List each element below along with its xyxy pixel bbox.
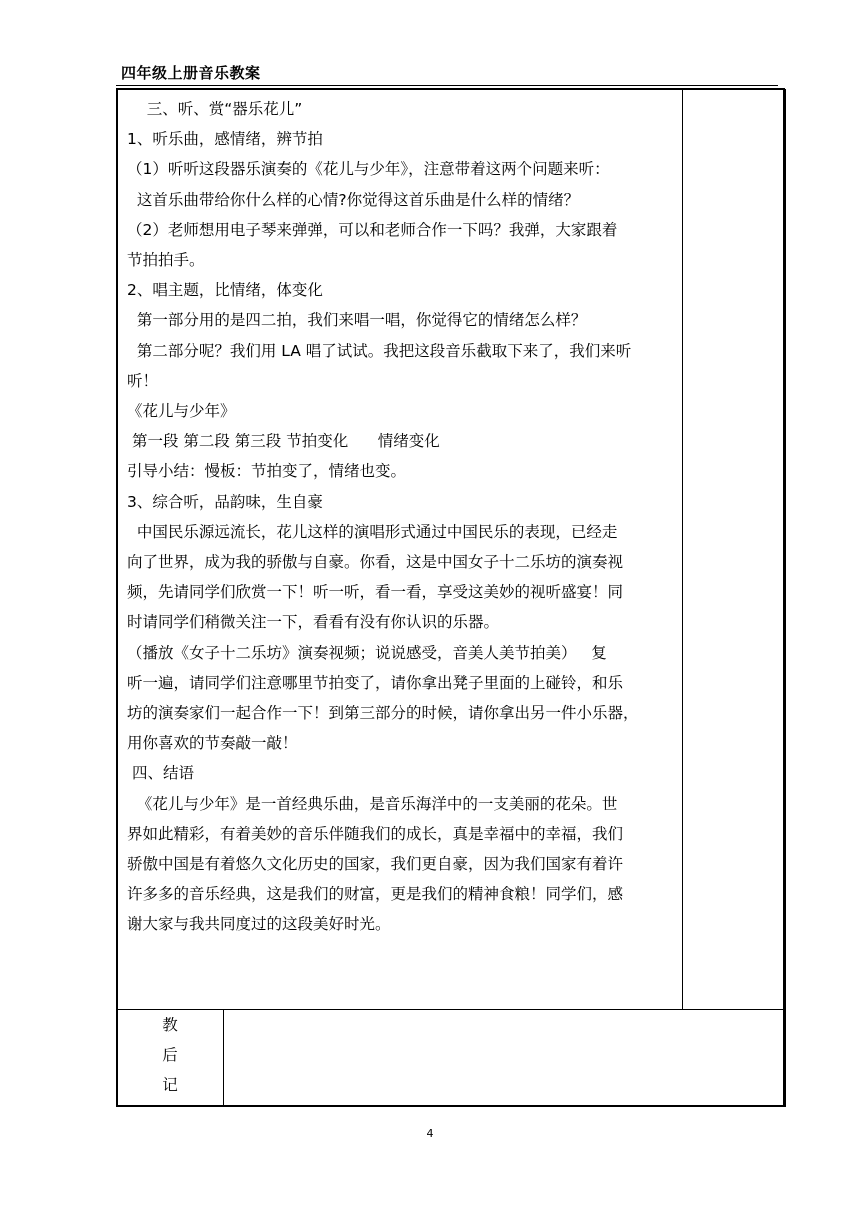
postscript-body-cell xyxy=(224,1010,786,1107)
postscript-label-cell xyxy=(117,1010,224,1107)
notes-column-cell xyxy=(683,90,786,1010)
content-line: 用你喜欢的节奏敲一敲！ xyxy=(127,734,298,753)
content-line: 谢大家与我共同度过的这段美好时光。 xyxy=(127,915,391,934)
content-line: 向了世界，成为我的骄傲与自豪。你看，这是中国女子十二乐坊的演奏视 xyxy=(127,553,624,572)
content-line: 节拍拍手。 xyxy=(127,251,205,270)
lesson-content xyxy=(117,90,682,940)
content-line: 这首乐曲带给你什么样的心情?你觉得这首乐曲是什么样的情绪？ xyxy=(127,190,580,209)
content-line: 频，先请同学们欣赏一下！听一听，看一看，享受这美妙的视听盛宴！同 xyxy=(127,583,624,602)
page-number: 4 xyxy=(426,1127,434,1140)
content-line: 三、听、赏“器乐花儿” xyxy=(127,100,303,118)
content-line: 2、唱主题，比情绪，体变化 xyxy=(127,281,323,300)
document-header-title: 四年级上册音乐教案 xyxy=(121,64,261,82)
content-line: 听！ xyxy=(127,371,159,390)
content-line: 时请同学们稍微关注一下，看看有没有你认识的乐器。 xyxy=(127,613,500,632)
content-line: （播放《女子十二乐坊》演奏视频；说说感受，音美人美节拍美） 复 xyxy=(127,643,607,662)
content-line: 1、听乐曲，感情绪，辨节拍 xyxy=(127,130,323,149)
content-line: （1）听听这段器乐演奏的《花儿与少年》，注意带着这两个问题来听： xyxy=(127,160,610,179)
content-line: 第一段 第二段 第三段 节拍变化 情绪变化 xyxy=(127,432,440,451)
content-line: 骄傲中国是有着悠久文化历史的国家，我们更自豪，因为我们国家有着许 xyxy=(127,855,624,874)
header-divider xyxy=(116,85,778,86)
postscript-label-char: 教 xyxy=(162,1016,178,1034)
postscript-label-char: 记 xyxy=(162,1076,178,1094)
content-line: 中国民乐源远流长，花儿这样的演唱形式通过中国民乐的表现，已经走 xyxy=(127,522,618,541)
content-line: 第一部分用的是四二拍，我们来唱一唱，你觉得它的情绪怎么样？ xyxy=(127,311,587,330)
content-line: 第二部分呢？我们用 LA 唱了试试。我把这段音乐截取下来了，我们来听 xyxy=(127,341,632,360)
content-line: （2）老师想用电子琴来弹弹，可以和老师合作一下吗？我弹，大家跟着 xyxy=(127,220,618,239)
content-line: 3、综合听，品韵味，生自豪 xyxy=(127,492,323,511)
content-line: 许多多的音乐经典，这是我们的财富，更是我们的精神食粮！同学们，感 xyxy=(127,885,624,904)
content-line: 坊的演奏家们一起合作一下！到第三部分的时候，请你拿出另一件小乐器， xyxy=(127,704,639,723)
content-line: 《花儿与少年》 xyxy=(127,402,236,421)
lesson-plan-table xyxy=(116,89,786,1107)
content-line: 《花儿与少年》是一首经典乐曲，是音乐海洋中的一支美丽的花朵。世 xyxy=(127,794,618,813)
content-line: 引导小结：慢板：节拍变了，情绪也变。 xyxy=(127,462,407,481)
content-line: 四、结语 xyxy=(127,764,194,783)
lesson-content-cell xyxy=(117,90,683,1010)
content-line: 界如此精彩，有着美妙的音乐伴随我们的成长，真是幸福中的幸福，我们 xyxy=(127,824,624,843)
postscript-label-char: 后 xyxy=(162,1046,178,1064)
content-line: 听一遍，请同学们注意哪里节拍变了，请你拿出凳子里面的上碰铃，和乐 xyxy=(127,673,624,692)
